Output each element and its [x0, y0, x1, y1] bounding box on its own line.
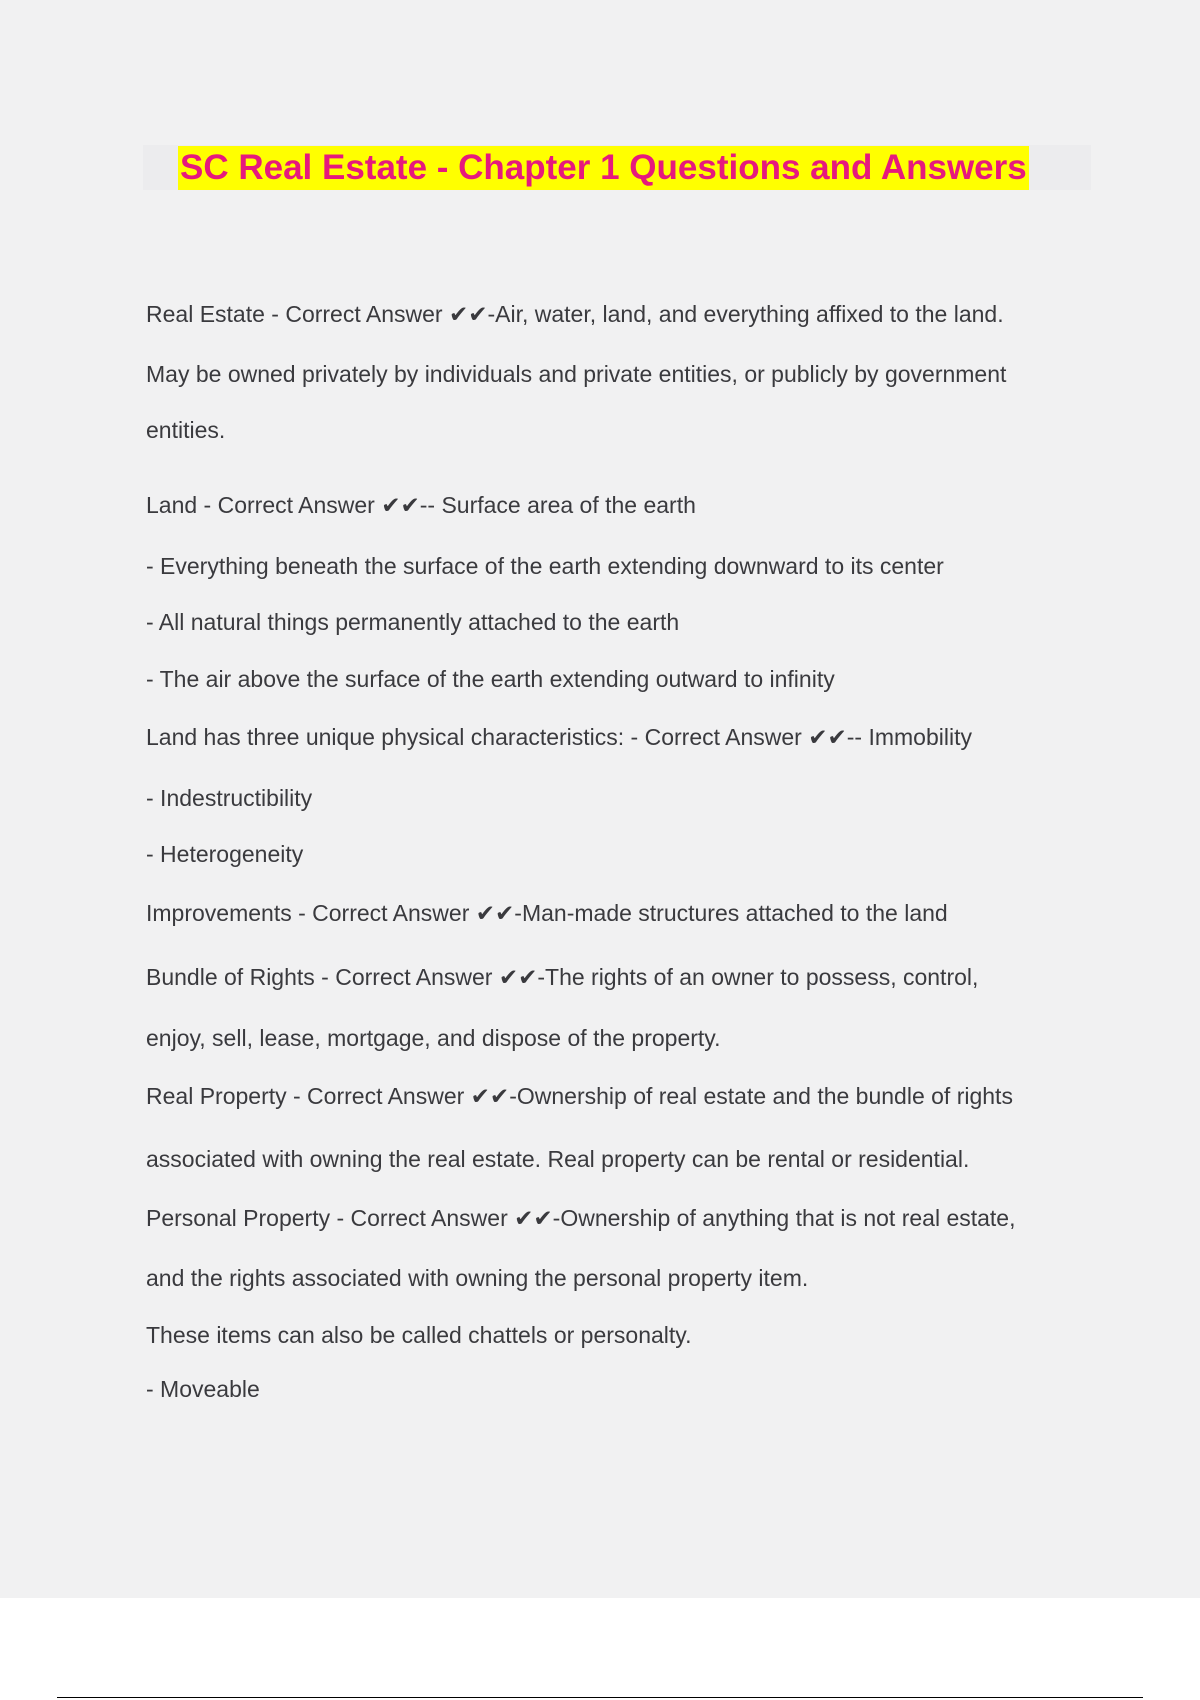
text-line: Real Property - Correct Answer ✔✔-Ownership of real estate and the bundle of rights	[146, 1083, 1013, 1109]
text-line: Land - Correct Answer ✔✔-- Surface area of the earth	[146, 492, 696, 518]
text-line: These items can also be called chattels or personalty.	[146, 1322, 692, 1348]
text-line: May be owned privately by individuals and private entities, or publicly by government	[146, 361, 1007, 387]
text-line: - All natural things permanently attached to the earth	[146, 609, 680, 635]
text-line: Land has three unique physical characteristics: - Correct Answer ✔✔-- Immobility	[146, 724, 972, 750]
text-line: - Heterogeneity	[146, 841, 304, 867]
text-line: - Indestructibility	[146, 785, 313, 811]
text-line: enjoy, sell, lease, mortgage, and dispose of the property.	[146, 1025, 721, 1051]
text-line: Personal Property - Correct Answer ✔✔-Ownership of anything that is not real estate,	[146, 1205, 1016, 1231]
text-line: Bundle of Rights - Correct Answer ✔✔-The rights of an owner to possess, control,	[146, 964, 979, 990]
text-line: Improvements - Correct Answer ✔✔-Man-made structures attached to the land	[146, 900, 948, 926]
text-line: associated with owning the real estate. Real property can be rental or residential.	[146, 1146, 970, 1172]
text-line: - Moveable	[146, 1376, 260, 1402]
text-line: and the rights associated with owning the personal property item.	[146, 1265, 809, 1291]
text-line: entities.	[146, 417, 226, 443]
footer-rule	[57, 1697, 1143, 1698]
text-line: Real Estate - Correct Answer ✔✔-Air, water, land, and everything affixed to the land.	[146, 301, 1004, 327]
text-line: - The air above the surface of the earth extending outward to infinity	[146, 666, 835, 692]
document-title: SC Real Estate - Chapter 1 Questions and Answers	[178, 146, 1029, 190]
text-line: - Everything beneath the surface of the earth extending downward to its center	[146, 553, 944, 579]
